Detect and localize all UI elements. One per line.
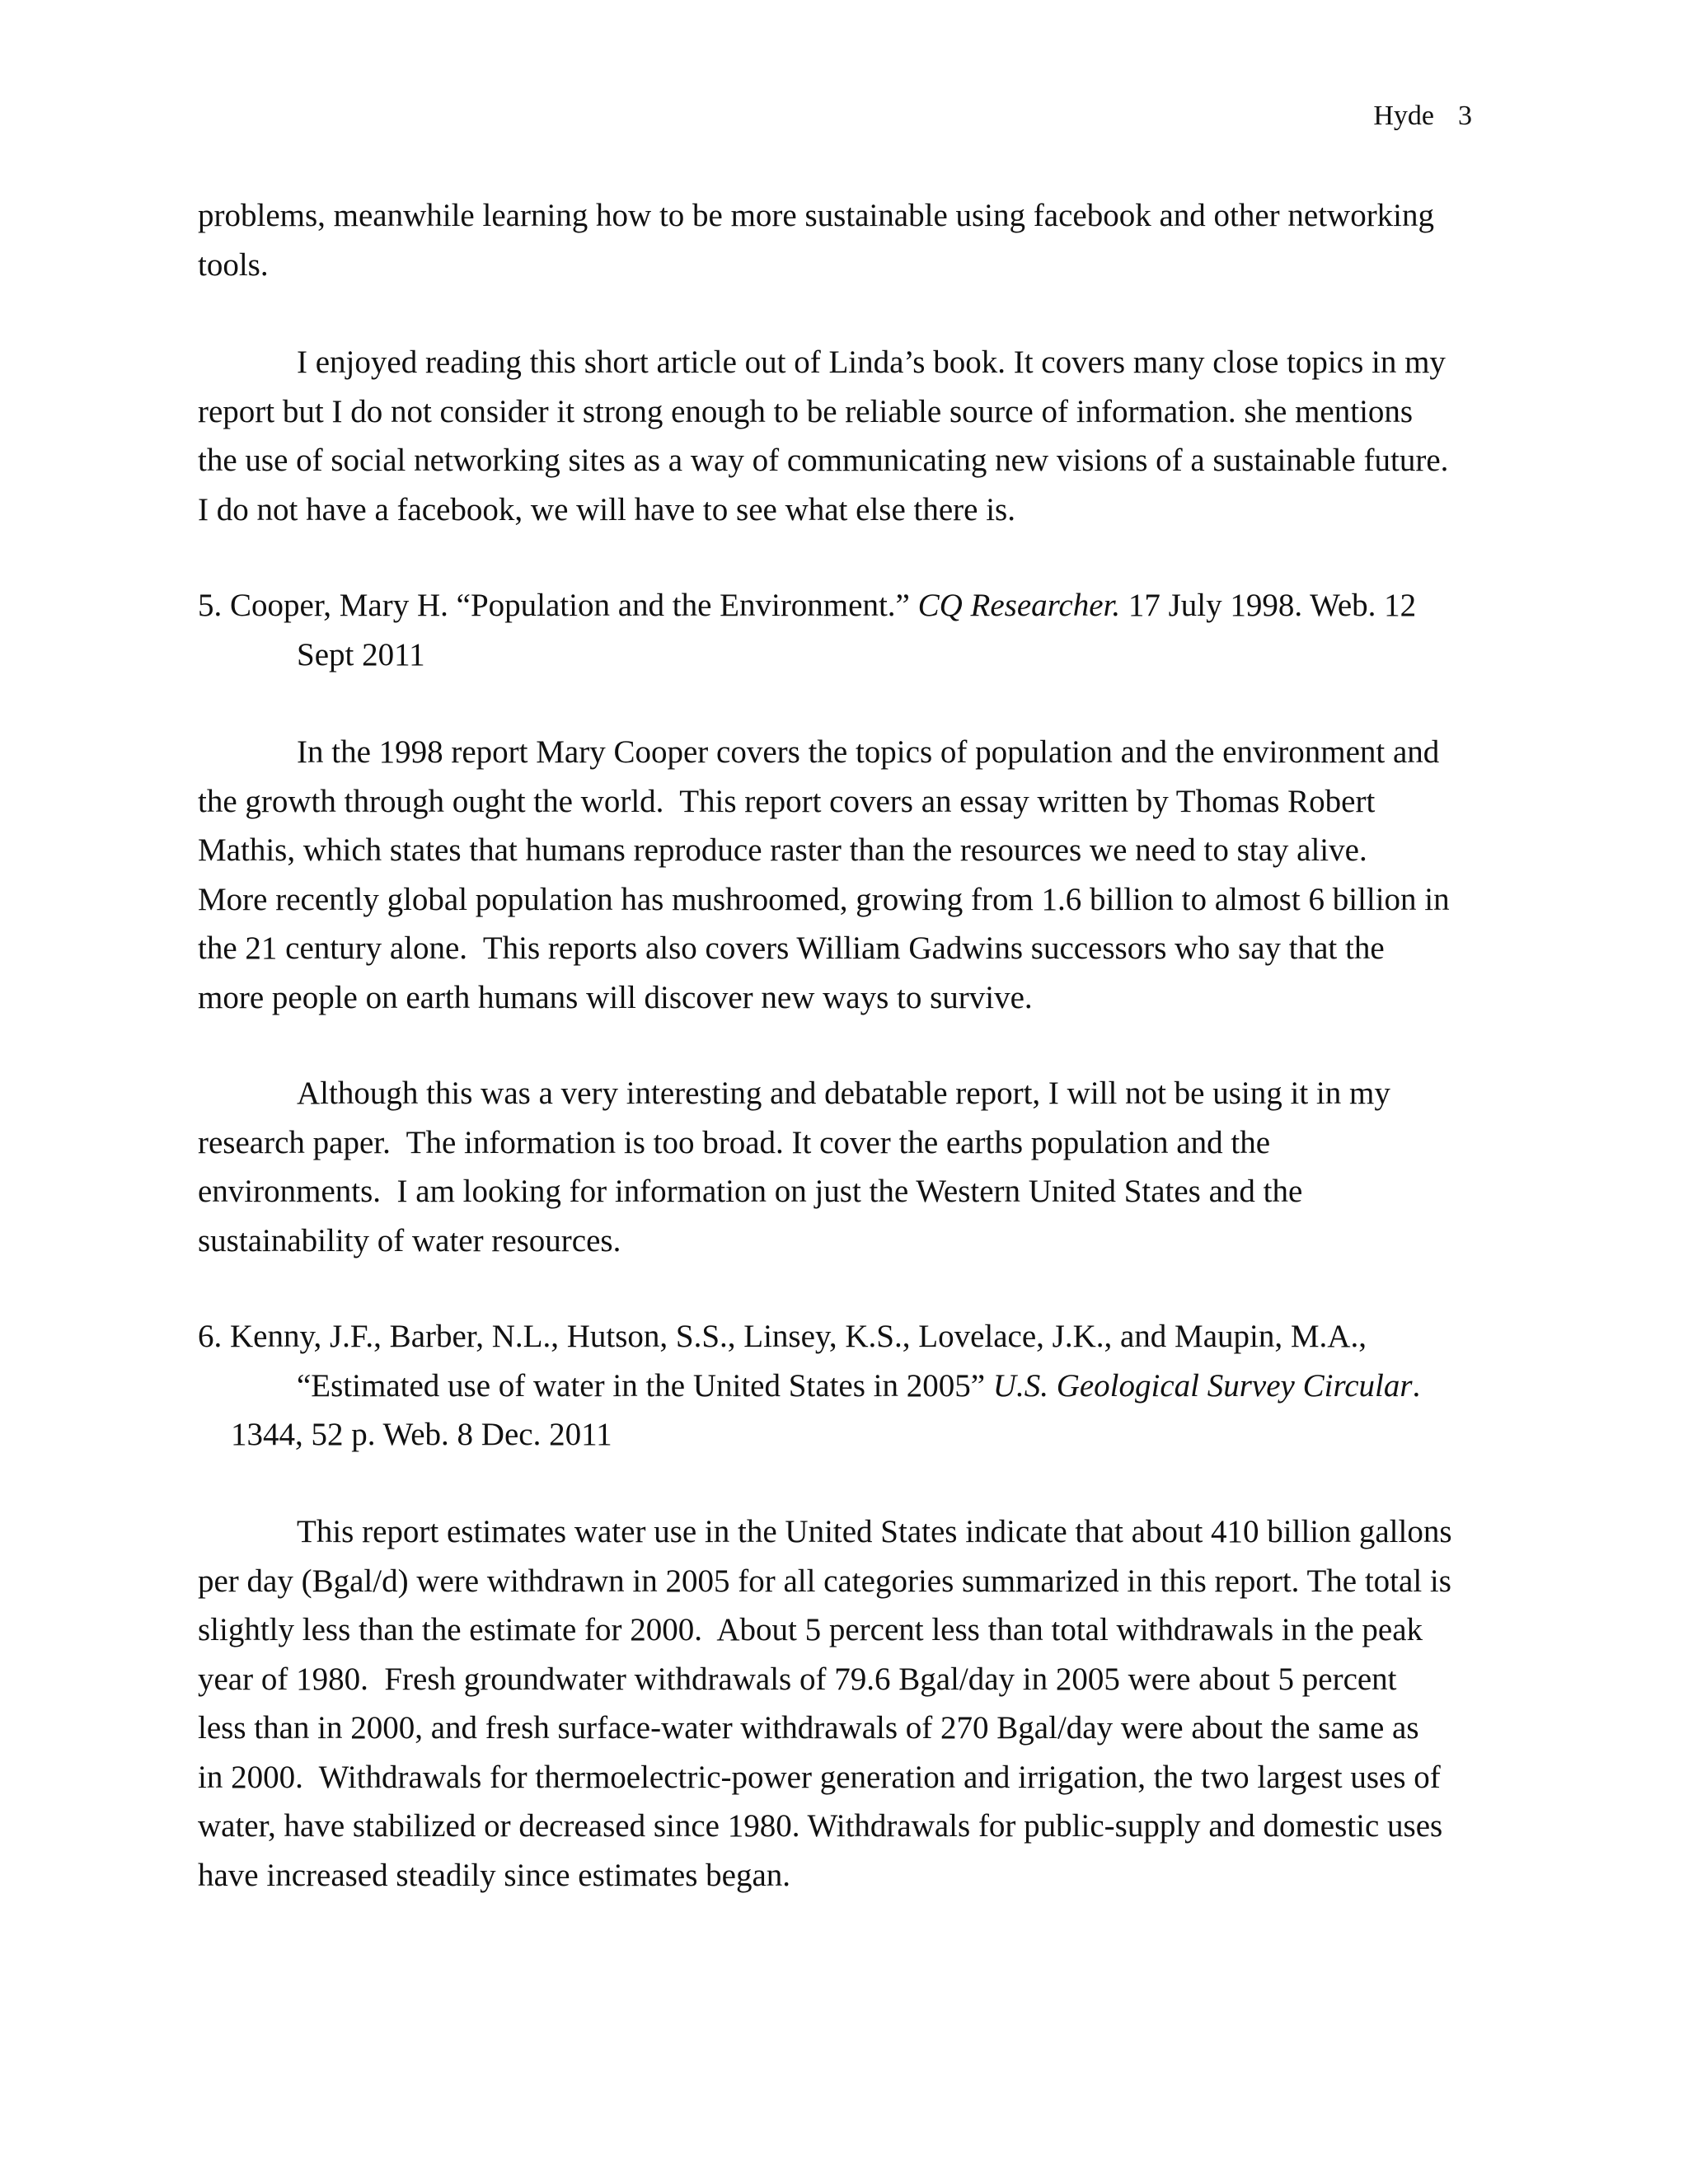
text-line: I enjoyed reading this short article out of Linda’s book. It covers many close topics in my <box>297 344 1446 380</box>
text-line: in 2000. Withdrawals for thermoelectric-power generation and irrigation, the two largest uses of <box>198 1759 1441 1795</box>
text-line: research paper. The information is too broad. It cover the earths population and the <box>198 1124 1271 1160</box>
paragraph-cooper-summary <box>198 728 1490 1022</box>
citation-line <box>198 581 1490 630</box>
text-line: the use of social networking sites as a way of communicating new visions of a sustainable future. <box>198 443 1449 478</box>
citation-line: Sept 2011 <box>297 636 425 673</box>
citation-line <box>198 1361 1490 1411</box>
text-line: Mathis, which states that humans reproduce raster than the resources we need to stay alive. <box>198 832 1367 868</box>
text-line: tools. <box>198 246 269 283</box>
citation-source-title: U.S. Geological Survey Circular <box>992 1367 1413 1404</box>
paragraph-usgs-summary <box>198 1507 1490 1900</box>
text-line: the 21 century alone. This reports also covers William Gadwins successors who say that the <box>198 930 1385 966</box>
text-line: slightly less than the estimate for 2000. About 5 percent less than total withdrawals in the peak <box>198 1612 1423 1647</box>
text-line: This report estimates water use in the United States indicate that about 410 billion gallons <box>297 1514 1452 1549</box>
text-line: I do not have a facebook, we will have to see what else there is. <box>198 491 1015 527</box>
citation-6 <box>198 1312 1490 1460</box>
text-line: the growth through ought the world. This report covers an essay written by Thomas Robert <box>198 783 1376 819</box>
citation-line: 1344, 52 p. Web. 8 Dec. 2011 <box>231 1417 612 1452</box>
text-line: more people on earth humans will discover new ways to survive. <box>198 979 1033 1015</box>
citation-5 <box>198 581 1490 679</box>
text-line: problems, meanwhile learning how to be more sustainable using facebook and other networking <box>198 198 1435 233</box>
citation-line: 6. Kenny, J.F., Barber, N.L., Hutson, S.S., Linsey, K.S., Lovelace, J.K., and Maupin, M.A., <box>198 1319 1367 1354</box>
text-line: Although this was a very interesting and debatable report, I will not be using it in my <box>297 1076 1390 1111</box>
citation-text: 17 July 1998. Web. 12 <box>1120 588 1417 623</box>
text-line: have increased steadily since estimates began. <box>198 1857 791 1893</box>
paragraph-cooper-evaluation <box>198 1069 1490 1265</box>
text-line: year of 1980. Fresh groundwater withdrawals of 79.6 Bgal/day in 2005 were about 5 percent <box>198 1661 1397 1697</box>
citation-text: . <box>1412 1367 1421 1404</box>
text-line: In the 1998 report Mary Cooper covers the topics of population and the environment and <box>297 734 1440 770</box>
text-line: water, have stabilized or decreased since 1980. Withdrawals for public-supply and domestic uses <box>198 1808 1443 1844</box>
citation-text: “Estimated use of water in the United States in 2005” <box>297 1367 993 1404</box>
paragraph-continuation <box>198 191 1490 289</box>
citation-source-title: CQ Researcher. <box>917 588 1121 623</box>
text-line: per day (Bgal/d) were withdrawn in 2005 for all categories summarized in this report. The total is <box>198 1563 1451 1599</box>
text-line: More recently global population has mushroomed, growing from 1.6 billion to almost 6 billion in <box>198 881 1450 917</box>
running-head: Hyde 3 <box>1373 101 1472 131</box>
paragraph-linda-article <box>198 338 1490 534</box>
text-line: environments. I am looking for information on just the Western United States and the <box>198 1174 1303 1209</box>
text-line: less than in 2000, and fresh surface-water withdrawals of 270 Bgal/day were about the same as <box>198 1710 1419 1746</box>
text-line: sustainability of water resources. <box>198 1222 621 1258</box>
citation-text: 5. Cooper, Mary H. “Population and the Environment.” <box>198 588 918 623</box>
text-line: report but I do not consider it strong enough to be reliable source of information. she mentions <box>198 393 1414 429</box>
